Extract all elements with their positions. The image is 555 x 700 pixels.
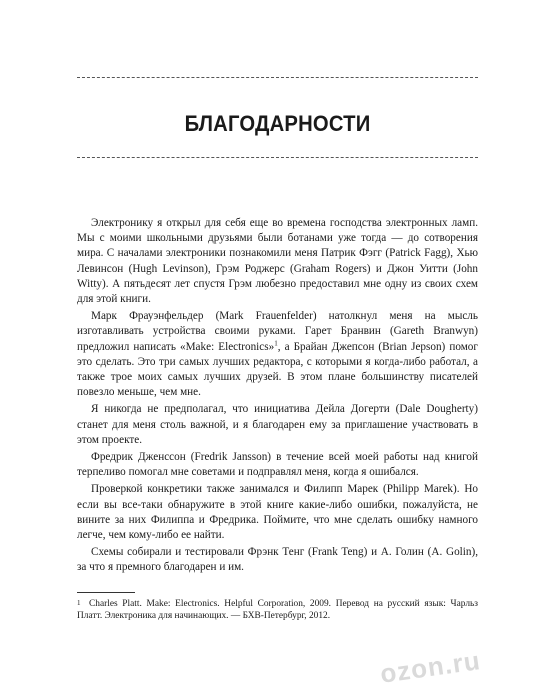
paragraph-5: Проверкой конкретики также занимался и Филипп Марек (Philipp Marek). Но если вы все-таки обнаружите в этой книге какие-либо ошибки, пожалуйста, не вините за них Филиппа и Фредрика. Поймите, что мне сделать ошибку намного легче, чем кому-либо ее найти. <box>77 483 478 542</box>
paragraph-2-start: Марк Фрауэнфельдер (Mark Frauenfelder) натолкнул меня на мысль изготавливать устройства своими руками. Гарет Бранвин (Gareth Branwyn) предложил написать «Make: Electronics» <box>77 310 478 353</box>
paragraph-2 <box>77 309 478 400</box>
watermark-text: ozon.ru <box>378 645 483 689</box>
ozon-watermark-logo <box>378 645 540 696</box>
footnote-number: 1 <box>77 599 81 607</box>
paragraph-1: Электронику я открыл для себя еще во времена господства электронных ламп. Мы с моими школьными друзьями были ботанами уже тогда — до сотворения мира. С началами электроники познакомили меня Патрик Фэгг (Patrick Fagg), Хью Левинсон (Hugh Levinson), Грэм Роджерс (Graham Rogers) и Джон Уитти (John Witty). А пятьдесят лет спустя Грэм любезно предоставил мне одну из своих схем для этой книги. <box>77 217 478 306</box>
paragraph-6: Схемы собирали и тестировали Фрэнк Тенг (Frank Teng) и А. Голин (A. Golin), за что я премного благодарен и им. <box>77 546 478 574</box>
footnote-text: Charles Platt. Make: Electronics. Helpful Corporation, 2009. Перевод на русский язык: Чарльз Платт. Электроника для начинающих. — БХВ-Петербург, 2012. <box>77 599 478 622</box>
body-text <box>77 216 478 578</box>
footnote <box>77 598 478 623</box>
paragraph-3: Я никогда не предполагал, что инициатива Дейла Догерти (Dale Dougherty) станет для меня столь важной, и я благодарен ему за приглашение участвовать в этом проекте. <box>77 403 478 446</box>
footnote-marker: 1 <box>274 338 278 347</box>
page-title: БЛАГОДАРНОСТИ <box>184 110 371 136</box>
footnote-rule <box>77 592 135 593</box>
paragraph-2-end: , а Брайан Джепсон (Brian Jepson) помог это сделать. Это три самых лучших редактора, с которыми я когда-либо работал, а также трое моих самых лучших друзей. В этом плане большинству писателей повезло меньше, чем мне. <box>77 340 478 399</box>
bottom-dashed-divider <box>77 157 478 158</box>
paragraph-4: Фредрик Дженссон (Fredrik Jansson) в течение всей моей работы над книгой терпеливо помогал мне советами и подправлял меня, когда я ошибался. <box>77 451 478 479</box>
top-dashed-divider <box>77 77 478 78</box>
